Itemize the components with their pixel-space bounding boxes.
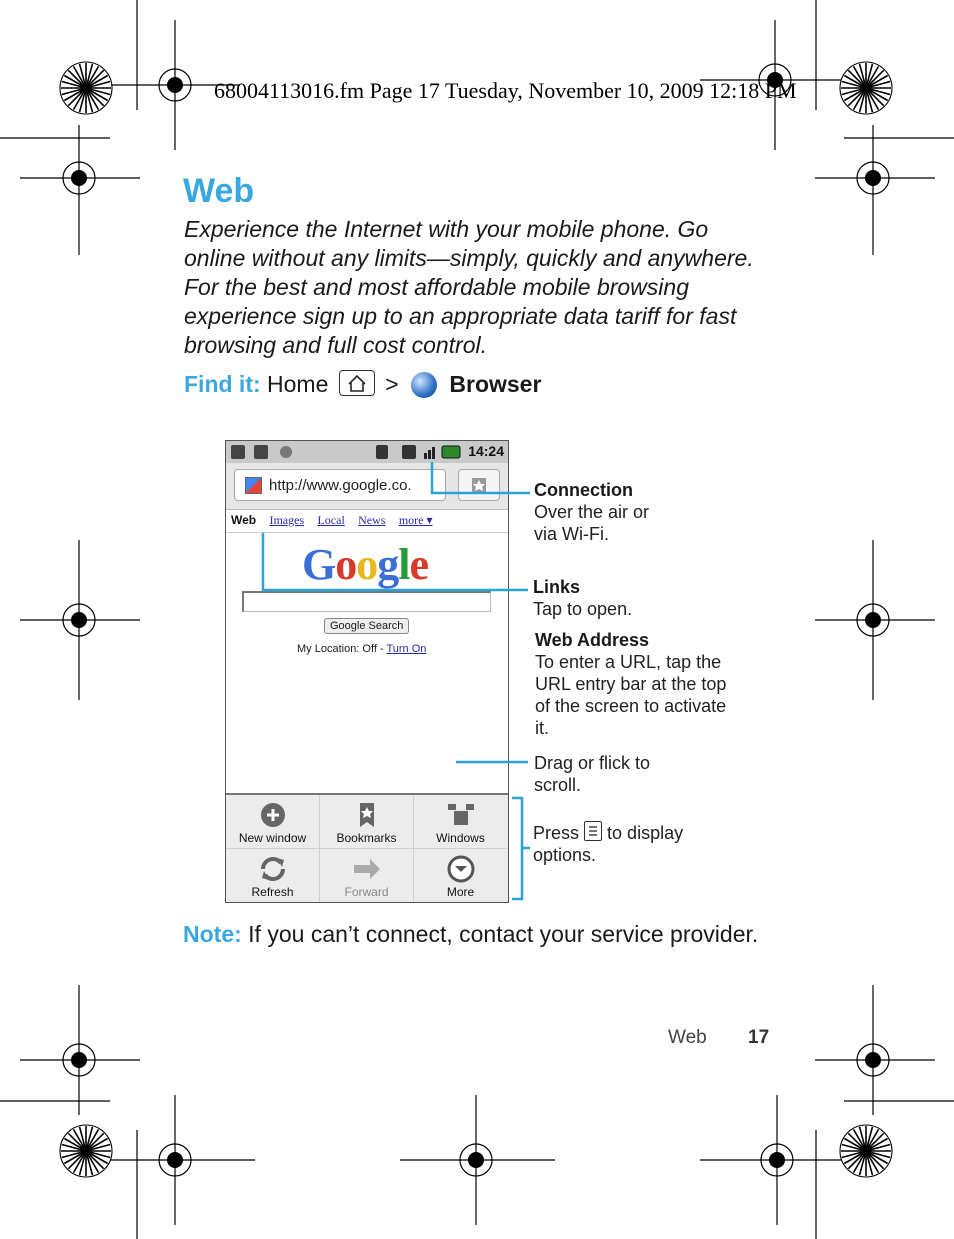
connection-title: Connection	[534, 480, 633, 500]
web-address-title: Web Address	[535, 630, 650, 650]
menu-label-windows: Windows	[436, 831, 485, 845]
nav-news[interactable]: News	[358, 513, 386, 527]
google-search-button[interactable]: Google Search	[324, 618, 409, 634]
callout-web-address	[535, 630, 730, 739]
google-logo-letter: o	[356, 540, 378, 589]
nav-images[interactable]: Images	[269, 513, 305, 527]
find-it-label: Find it:	[184, 371, 261, 397]
links-title: Links	[533, 577, 581, 597]
page-title: Web	[183, 172, 255, 210]
web-address-text: To enter a URL, tap the URL entry bar at the top of the screen to activate it.	[535, 652, 727, 738]
links-text: Tap to open.	[533, 599, 633, 619]
nav-local[interactable]: Local	[317, 513, 345, 527]
callout-connection	[534, 480, 724, 545]
menu-label-new-window: New window	[238, 831, 307, 845]
path-separator: >	[385, 371, 399, 397]
home-label: Home	[267, 371, 329, 397]
intro-paragraph: Experience the Internet with your mobile phone. Go online without any limits—simply, quickly and anywhere. For the best and most affordable mobile browsing experience sign up to an appropriate data tariff for fast browsing and full cost control.	[184, 216, 754, 358]
google-logo-letter: l	[398, 540, 410, 589]
location-label: My Location: Off -	[297, 643, 384, 655]
url-text: http://www.google.co.	[269, 477, 412, 494]
note-paragraph	[183, 920, 763, 949]
google-logo-letter: g	[377, 540, 399, 589]
google-logo-letter: o	[335, 540, 357, 589]
menu-label-more: More	[446, 885, 475, 899]
file-header-line: 68004113016.fm Page 17 Tuesday, November 10, 2009 12:18 PM	[214, 78, 797, 103]
press-pre-text: Press	[533, 823, 580, 843]
nav-web: Web	[231, 513, 257, 527]
connection-text: Over the air or via Wi-Fi.	[534, 502, 650, 544]
menu-label-forward: Forward	[344, 885, 389, 899]
note-label: Note:	[183, 921, 242, 947]
status-time: 14:24	[468, 443, 504, 459]
nav-more[interactable]: more ▾	[398, 513, 433, 527]
google-logo-letter: G	[302, 540, 336, 589]
drag-text: Drag or flick to scroll.	[534, 753, 651, 795]
note-text: If you can’t connect, contact your service provider.	[248, 921, 759, 947]
footer-section-name: Web	[668, 1027, 707, 1048]
press-menu-text	[533, 821, 713, 866]
menu-key-icon	[584, 821, 602, 841]
menu-label-refresh: Refresh	[251, 885, 294, 899]
google-logo-letter: e	[409, 540, 428, 589]
browser-label: Browser	[449, 371, 542, 397]
callout-links	[533, 577, 733, 620]
menu-label-bookmarks: Bookmarks	[336, 831, 397, 845]
footer-page-number: 17	[748, 1027, 770, 1048]
press-post-text: to display options.	[533, 823, 684, 865]
turn-on-link[interactable]: Turn On	[386, 643, 427, 655]
